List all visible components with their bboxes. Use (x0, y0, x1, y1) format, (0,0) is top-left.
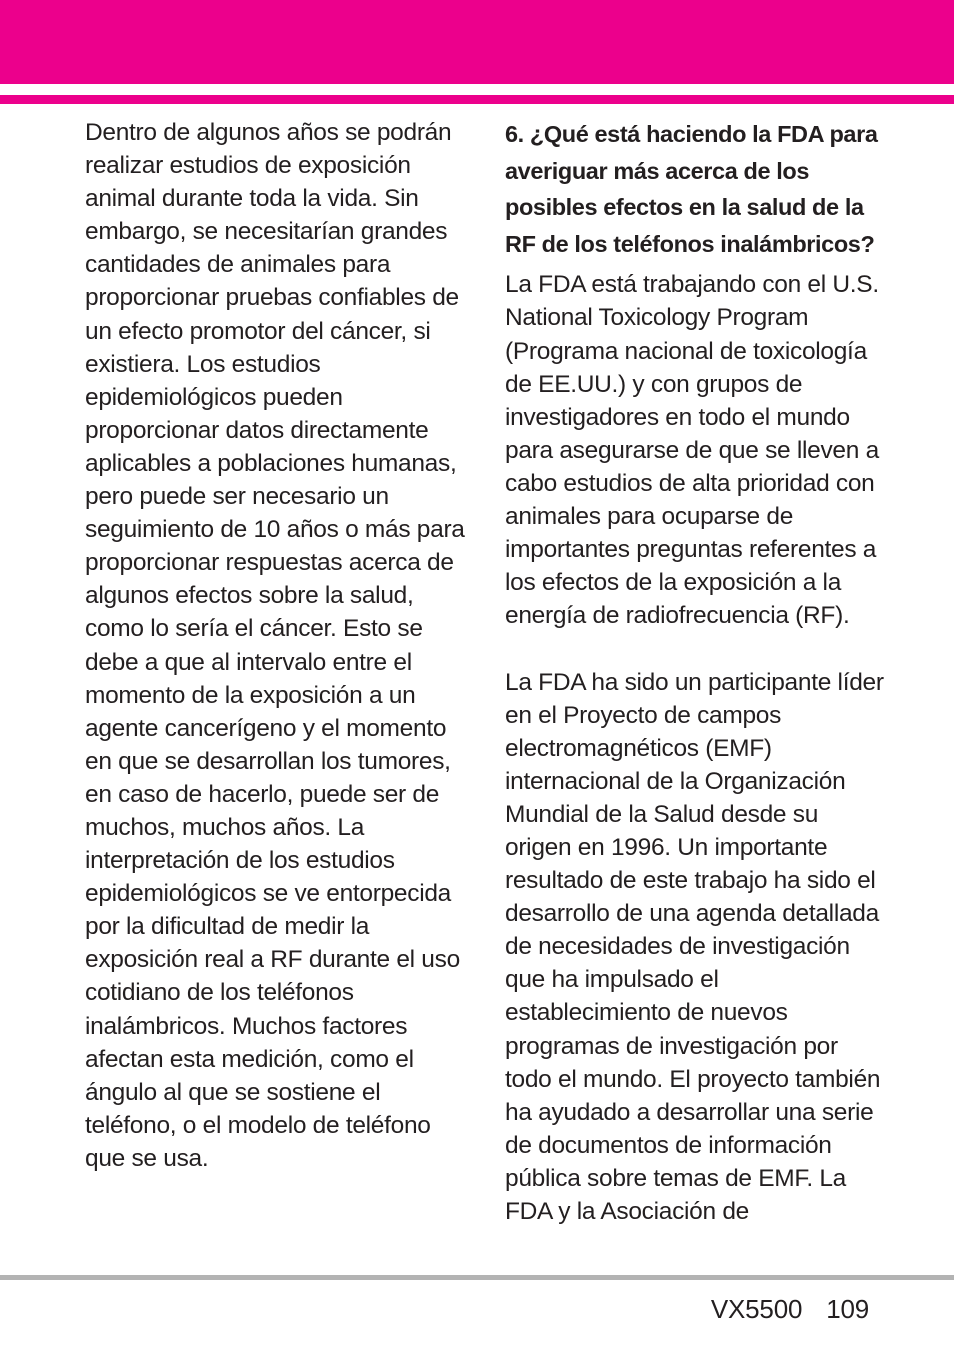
model-name: VX5500 (710, 1294, 803, 1324)
text-line: Dentro de algunos años se podrán (85, 119, 452, 146)
text-line: algunos efectos sobre la salud, (85, 582, 414, 610)
paragraph-1 (505, 268, 877, 632)
text-line: que se usa. (85, 1144, 209, 1172)
header-bar (0, 0, 954, 84)
heading-line: averiguar más acerca de los (505, 157, 810, 184)
heading-line: 6. ¿Qué está haciendo la FDA para (505, 121, 878, 147)
text-line: interpretación de los estudios (85, 847, 395, 875)
text-line: establecimiento de nuevos (505, 999, 788, 1027)
heading-line: RF de los teléfonos inalámbricos? (505, 230, 875, 257)
text-line: los efectos de la exposición a la (505, 569, 842, 597)
text-line: todo el mundo. El proyecto también (505, 1065, 881, 1093)
text-line: origen en 1996. Un importante (505, 833, 828, 861)
text-line: existiera. Los estudios (85, 350, 321, 378)
text-line: proporcionar pruebas confiables de (85, 284, 459, 312)
text-line: afectan esta medición, como el (85, 1045, 414, 1073)
text-line: La FDA ha sido un participante líder (505, 668, 884, 696)
text-line: debe a que al intervalo entre el (85, 648, 412, 676)
text-line: proporcionar datos directamente (85, 416, 429, 444)
text-line: aplicables a poblaciones humanas, (85, 449, 457, 477)
text-line: internacional de la Organización (505, 767, 846, 795)
text-line: Mundial de la Salud desde su (505, 800, 819, 828)
text-line: proporcionar respuestas acerca de (85, 549, 454, 577)
text-line: cabo estudios de alta prioridad con (505, 469, 875, 497)
heading-line: posibles efectos en la salud de la (505, 194, 864, 221)
text-line: para asegurarse de que se lleven a (505, 436, 879, 464)
text-line: ángulo al que se sostiene el (85, 1078, 381, 1106)
text-line: de necesidades de investigación (505, 933, 850, 961)
text-line: (Programa nacional de toxicología (505, 337, 867, 365)
text-line: en caso de hacerlo, puede ser de (85, 780, 440, 808)
text-line: que ha impulsado el (505, 966, 719, 994)
text-line: energía de radiofrecuencia (RF). (505, 602, 850, 630)
text-line: de EE.UU.) y con grupos de (505, 370, 803, 398)
text-line: epidemiológicos pueden (85, 383, 343, 411)
text-line: en que se desarrollan los tumores, (85, 747, 451, 775)
footer (711, 1292, 869, 1326)
footer-rule (0, 1275, 954, 1280)
section-heading (505, 116, 877, 262)
text-line: animales para ocuparse de (505, 503, 794, 531)
text-line: realizar estudios de exposición (85, 152, 411, 180)
text-line: ha ayudado a desarrollar una serie (505, 1098, 874, 1126)
text-line: importantes preguntas referentes a (505, 536, 877, 564)
text-line: un efecto promotor del cáncer, si (85, 317, 431, 345)
right-column (505, 116, 884, 1228)
page-number: 109 (826, 1294, 869, 1324)
text-line: programas de investigación por (505, 1032, 838, 1060)
header-accent-line (0, 95, 954, 104)
text-line: como lo sería el cáncer. Esto se (85, 615, 423, 643)
text-line: teléfono, o el modelo de teléfono (85, 1111, 431, 1139)
text-line: cantidades de animales para (85, 251, 391, 279)
text-line: La FDA está trabajando con el U.S. (505, 271, 879, 299)
text-line: muchos, muchos años. La (85, 813, 365, 841)
text-line: FDA y la Asociación de (505, 1198, 749, 1225)
text-line: pero puede ser necesario un (85, 483, 389, 511)
text-line: exposición real a RF durante el uso (85, 946, 460, 974)
text-line: epidemiológicos se ve entorpecida (85, 880, 451, 908)
text-line: desarrollo de una agenda detallada (505, 900, 879, 928)
text-line: en el Proyecto de campos (505, 701, 782, 729)
paragraph-spacer (505, 632, 877, 665)
text-line: de documentos de información (505, 1131, 832, 1159)
text-line: pública sobre temas de EMF. La (505, 1164, 846, 1192)
text-line: por la dificultad de medir la (85, 913, 370, 941)
text-line: National Toxicology Program (505, 304, 809, 332)
text-line: momento de la exposición a un (85, 681, 416, 709)
text-line: agente cancerígeno y el momento (85, 714, 447, 742)
left-column (85, 116, 465, 1175)
text-line: resultado de este trabajo ha sido el (505, 867, 876, 895)
text-line: embargo, se necesitarían grandes (85, 218, 448, 246)
text-line: animal durante toda la vida. Sin (85, 185, 419, 213)
text-line: inalámbricos. Muchos factores (85, 1012, 408, 1040)
paragraph-2 (505, 666, 884, 1229)
text-line: electromagnéticos (EMF) (505, 734, 772, 762)
text-line: investigadores en todo el mundo (505, 403, 850, 431)
text-line: seguimiento de 10 años o más para (85, 516, 465, 544)
text-line: cotidiano de los teléfonos (85, 979, 354, 1007)
